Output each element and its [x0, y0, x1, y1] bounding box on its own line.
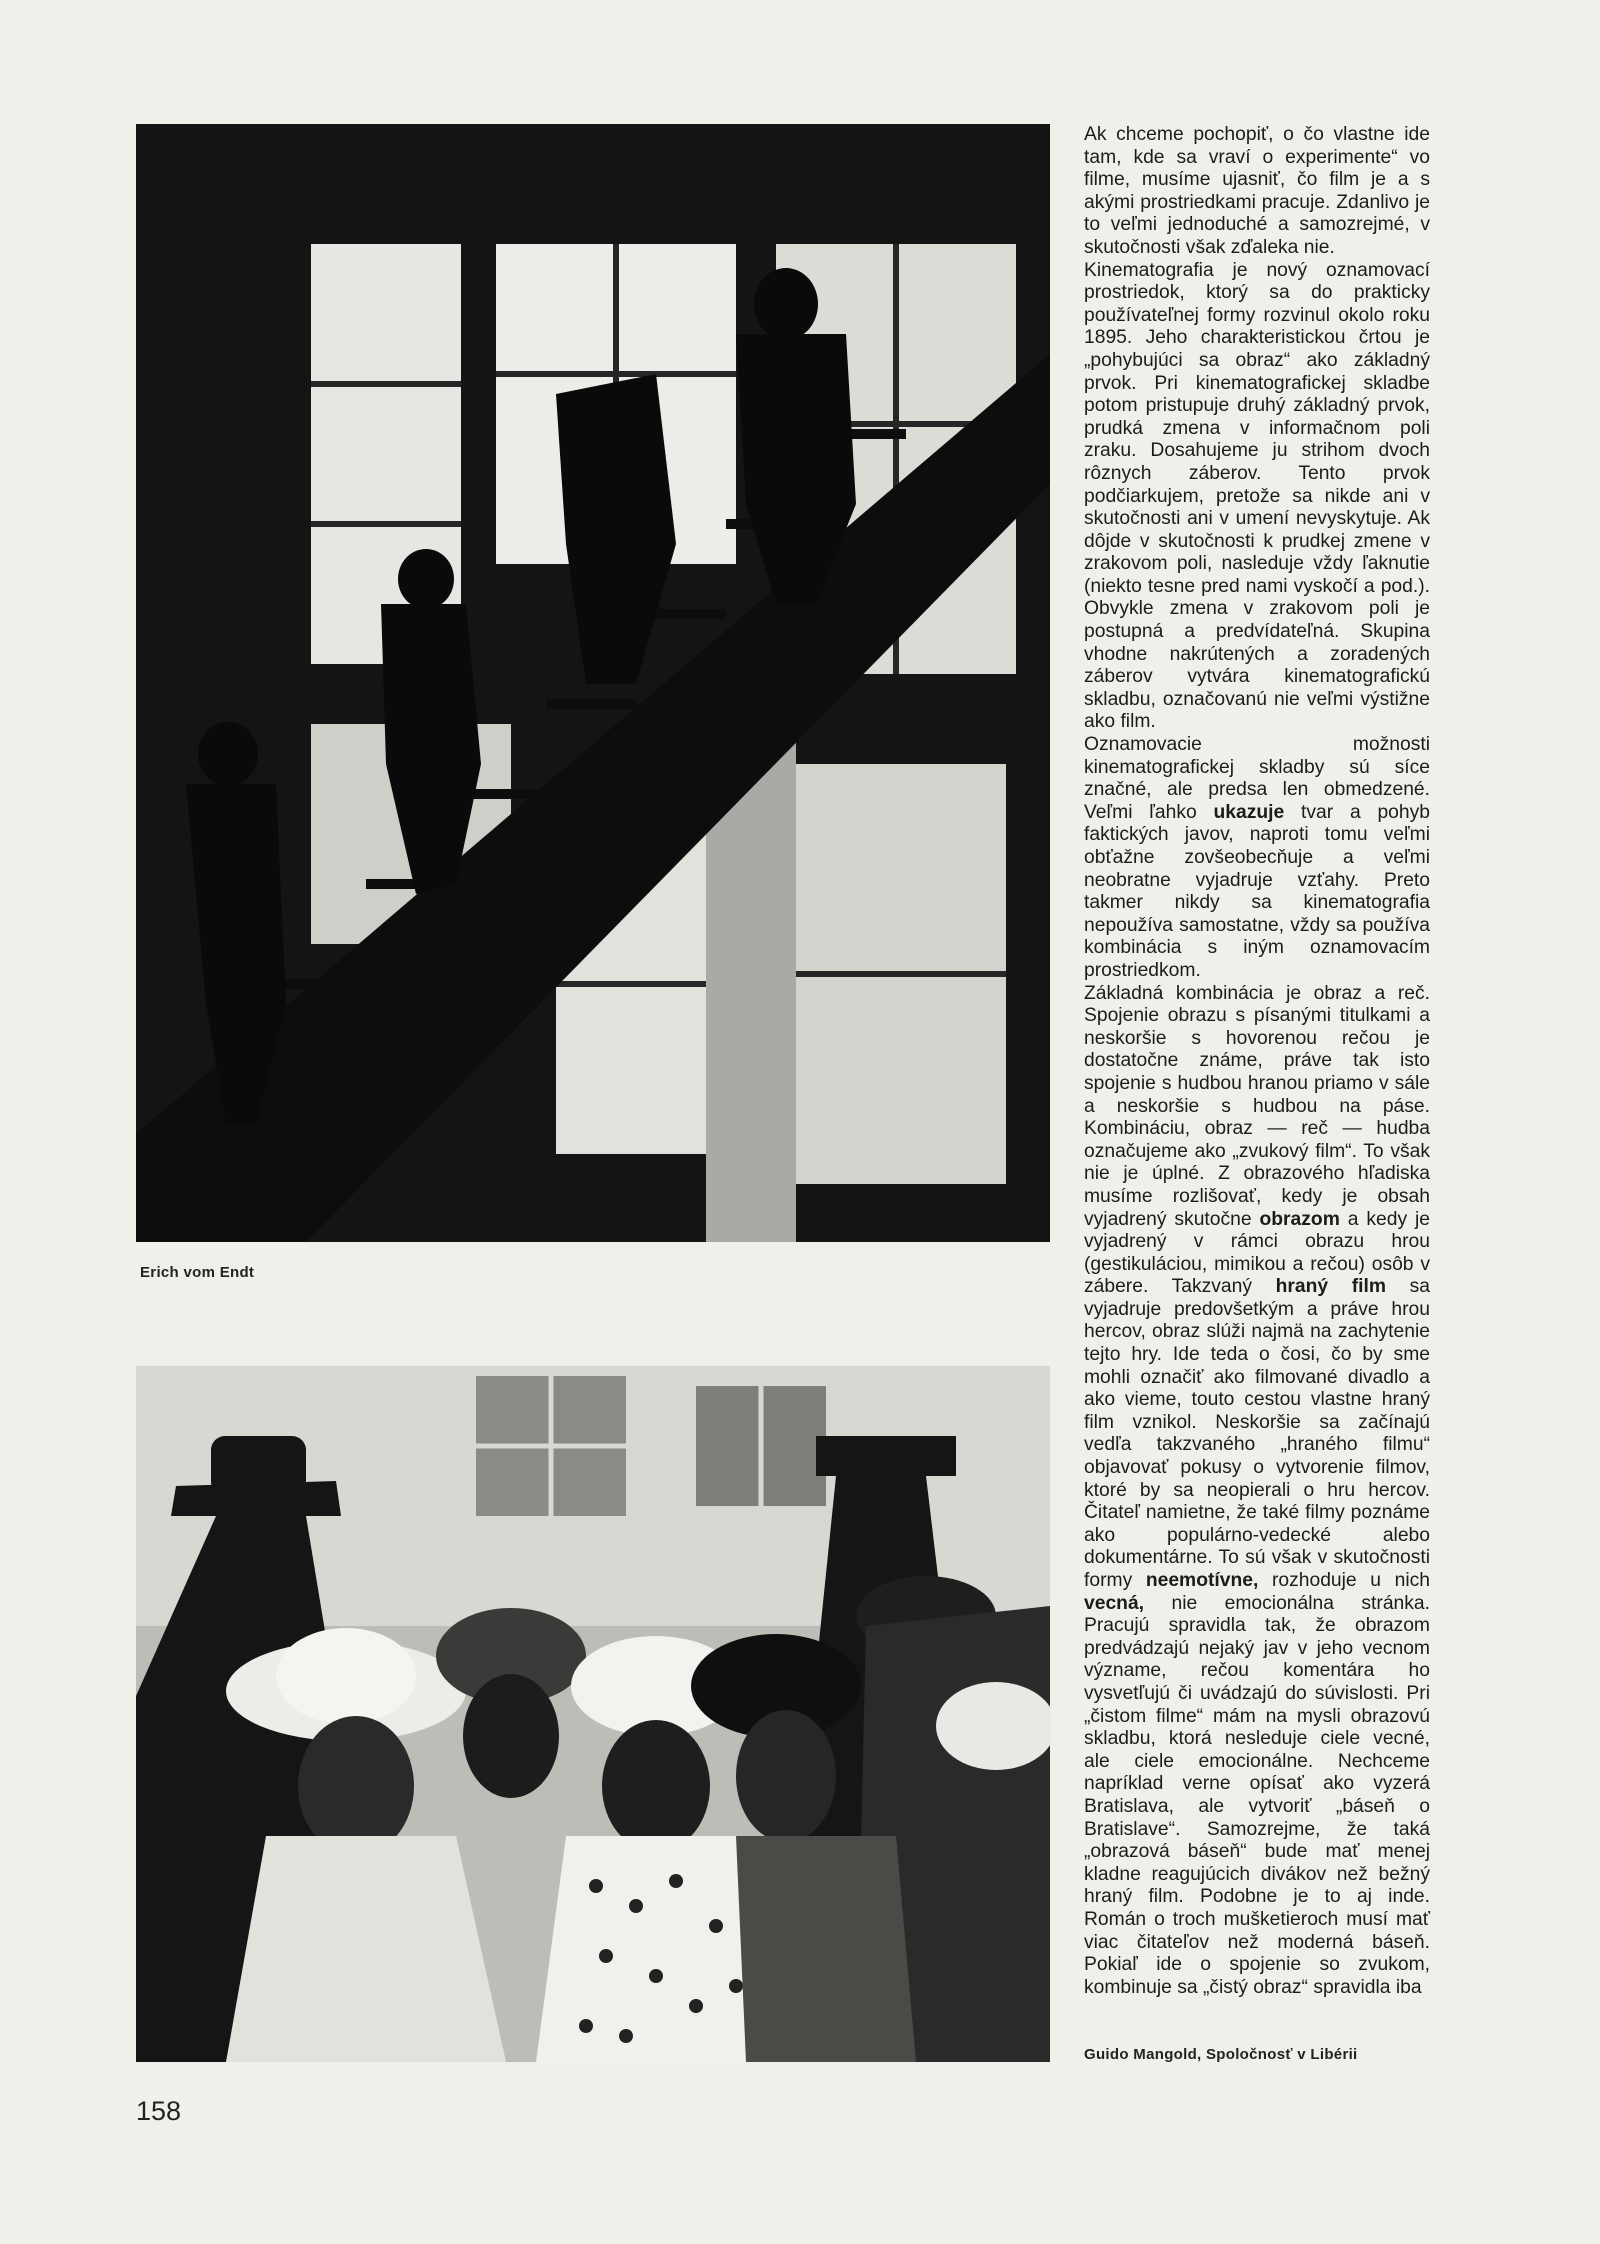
emphasis-text: obrazom [1259, 1208, 1340, 1230]
article-paragraph [1084, 260, 1430, 734]
bottom-photo-caption: Guido Mangold, Spoločnosť v Libérii [1084, 2046, 1358, 2063]
paragraph-text: nie emocionálna stránka. Pracujú spravidla tak, že obrazom predvádzajú nejaký jav v jeho vecnom význame, rečou komentára ho vysvetľujú či uvádzajú do súvislosti. Pri „čistom filme“ mám na mysli obrazovú skladbu, ktorá nesleduje ciele vecné, ale ciele emocionálne. Nechceme napríklad verne opísať ako vyzerá Bratislava, ale vytvoriť „báseň o Bratislave“. Samozrejme, že taká „obrazová báseň“ bude mať menej kladne reagujúcich divákov než bežný hraný film. Podobne je to aj inde. Román o troch mušketieroch musí mať viac čitateľov než moderná báseň. Pokiaľ ide o spojenie so zvukom, kombinuje sa „čistý obraz“ spravidla iba [1084, 1592, 1430, 1998]
crowd-photo [136, 1366, 1050, 2062]
paragraph-text: tvar a pohyb faktických javov, naproti tomu veľmi obťažne zovšeobecňuje a veľmi neobratne vyjadruje vzťahy. Preto takmer nikdy sa kinematografia nepoužíva samostatne, vždy sa používa kombinácia s iným oznamovacím prostriedkom. [1084, 801, 1430, 981]
article-paragraph [1084, 734, 1430, 983]
page-number: 158 [136, 2096, 182, 2126]
article-paragraph [1084, 983, 1430, 2000]
top-photo-caption: Erich vom Endt [140, 1264, 255, 1281]
article-paragraph [1084, 124, 1430, 260]
paragraph-text: Základná kombinácia je obraz a reč. Spojenie obrazu s písanými titulkami a neskoršie s hovorenou rečou je dostatočne známe, práve tak isto spojenie s hudbou hranou priamo v sále a neskoršie s hudbou na páse. Kombináciu, obraz — reč — hudba označujeme ako „zvukový film“. To však nie je úplné. Z obrazového hľadiska musíme rozlišovať, kedy je obsah vyjadrený skutočne [1084, 982, 1430, 1230]
paragraph-text: a kedy je vyjadrený v rámci obrazu hrou (gestikuláciou, mimikou a rečou) osôb v zábere. Takzvaný [1084, 1208, 1431, 1298]
paragraph-text: rozhoduje u nich [1258, 1570, 1430, 1591]
staircase-photo [136, 124, 1050, 1242]
paragraph-text: sa vyjadruje predovšetkým a práve hrou hercov, obraz slúži najmä na zachytenie tejto hry. Ide teda o čosi, čo by sme mohli označiť ako filmované divadlo a ako vieme, touto cestou vlastne hraný film vznikol. Neskoršie sa začínajú vedľa takzvaného „hraného filmu“ objavovať pokusy o vytvorenie filmov, ktoré by sa neopierali o hru hercov. Čitateľ namietne, že také filmy poznáme ako populárno-vedecké alebo dokumentárne. To sú však v skutočnosti formy [1084, 1276, 1430, 1591]
paragraph-text: Ak chceme pochopiť, o čo vlastne ide tam, kde sa vraví o experimente“ vo filme, musíme ujasniť, čo film je a s akými prostriedkami pracuje. Zdanlivo je to veľmi jednoduché a samozrejmé, v skutočnosti však zďaleka nie. [1084, 124, 1430, 258]
emphasis-text: hraný film [1275, 1276, 1386, 1298]
article-text [1084, 124, 1430, 1999]
paragraph-text: Kinematografia je nový oznamovací prostriedok, ktorý sa do prakticky používateľnej formy rozvinul okolo roku 1895. Jeho charakteristickou črtou je „pohybujúci sa obraz“ ako základný prvok. Pri kinematografickej skladbe potom pristupuje druhý základný prvok, prudká zmena v informačnom poli zraku. Dosahujeme ju strihom dvoch rôznych záberov. Tento prvok podčiarkujem, pretože sa nikde ani v skutočnosti ani v umení nevyskytuje. Ak dôjde v skutočnosti k prudkej zmene v zrakovom poli, nasleduje vždy ľaknutie (niekto tesne pred nami vyskočí a pod.). Obvykle zmena v zrakovom poli je postupná a predvídateľná. Skupina vhodne nakrútených a zoradených záberov vytvára kinematografickú skladbu, označovanú nie veľmi výstižne ako film. [1084, 259, 1430, 733]
emphasis-text: neemotívne, [1145, 1570, 1259, 1591]
emphasis-text: vecná, [1084, 1592, 1145, 1614]
paragraph-text: Oznamovacie možnosti kinematografickej skladby sú síce značné, ale predsa len obmedzené. Veľmi ľahko [1084, 734, 1430, 823]
emphasis-text: ukazuje [1213, 801, 1285, 823]
